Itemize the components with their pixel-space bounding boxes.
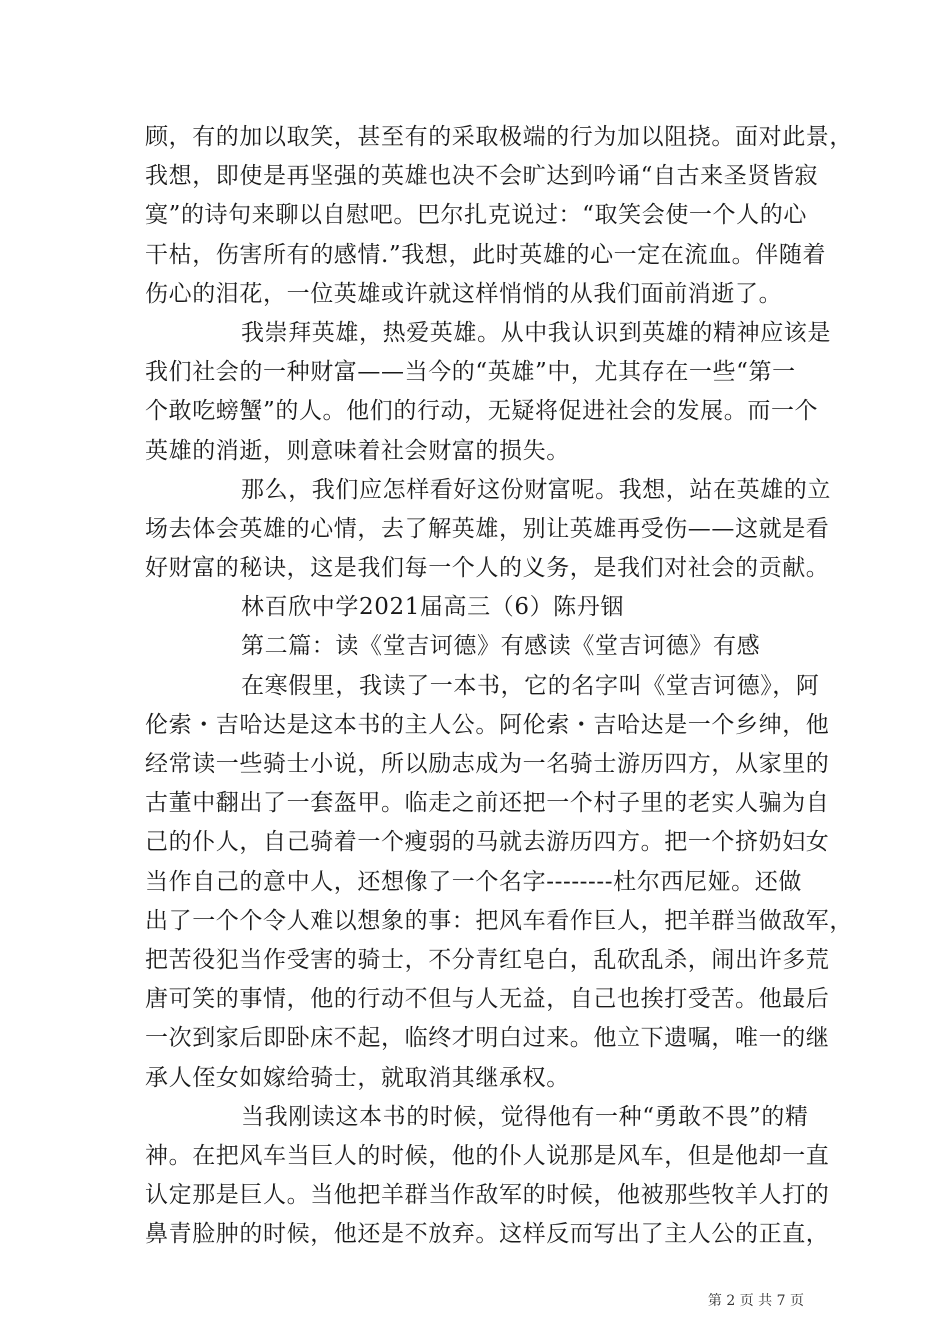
- text-line: 我想，即使是再坚强的英雄也决不会旷达到吟诵“自古来圣贤皆寂: [145, 163, 819, 190]
- text-line: 在寒假里，我读了一本书，它的名字叫《堂吉诃德》，阿: [241, 672, 820, 699]
- page-number-footer: 第 2 页 共 7 页: [707, 1293, 804, 1309]
- text-line: 干枯，伤害所有的感情.”我想，此时英雄的心一定在流血。伴随着: [145, 241, 827, 268]
- text-line: 顾，有的加以取笑，甚至有的采取极端的行为加以阻挠。面对此景，: [145, 124, 853, 150]
- text-line: 出了一个个令人难以想象的事：把风车看作巨人，把羊群当做敌军，: [145, 907, 853, 934]
- text-line: 己的仆人，自己骑着一个瘦弱的马就去游历四方。把一个挤奶妇女: [145, 829, 830, 856]
- text-line: 伦索・吉哈达是这本书的主人公。阿伦索・吉哈达是一个乡绅，他: [145, 711, 830, 738]
- text-line: 好财富的秘诀，这是我们每一个人的义务，是我们对社会的贡献。: [145, 555, 830, 582]
- text-line: 唐可笑的事情，他的行动不但与人无益，自己也挨打受苦。他最后: [145, 986, 830, 1013]
- text-line: 把苦役犯当作受害的骑士，不分青红皂白，乱砍乱杀，闹出许多荒: [145, 946, 830, 973]
- text-line: 那么，我们应怎样看好这份财富呢。我想，站在英雄的立: [241, 476, 831, 503]
- text-line: 个敢吃螃蟹”的人。他们的行动，无疑将促进社会的发展。而一个: [145, 398, 819, 425]
- text-line: 承人侄女如嫁给骑士，就取消其继承权。: [145, 1064, 570, 1091]
- document-body: [145, 118, 853, 1254]
- text-line: 当作自己的意中人，还想像了一个名字--------杜尔西尼娅。还做: [145, 868, 802, 895]
- text-line: 寞”的诗句来聊以自慰吧。巴尔扎克说过：“取笑会使一个人的心: [145, 202, 807, 229]
- text-line: 伤心的泪花，一位英雄或许就这样悄悄的从我们面前消逝了。: [145, 280, 783, 307]
- text-line: 一次到家后即卧床不起，临终才明白过来。他立下遗嘱，唯一的继: [145, 1025, 830, 1052]
- text-line: 我崇拜英雄，热爱英雄。从中我认识到英雄的精神应该是: [241, 319, 831, 346]
- text-line: 古董中翻出了一套盔甲。临走之前还把一个村子里的老实人骗为自: [145, 790, 830, 817]
- text-line: 场去体会英雄的心情，去了解英雄，别让英雄再受伤——这就是看: [145, 515, 830, 542]
- text-line: 我们社会的一种财富——当今的“英雄”中，尤其存在一些“第一: [145, 359, 796, 386]
- text-line: 鼻青脸肿的时候，他还是不放弃。这样反而写出了主人公的正直，: [145, 1221, 830, 1248]
- text-line: 经常读一些骑士小说，所以励志成为一名骑士游历四方，从家里的: [145, 751, 830, 777]
- text-line: 当我刚读这本书的时候，觉得他有一种“勇敢不畏”的精: [241, 1103, 809, 1130]
- author-signature: 林百欣中学2021届高三（6）陈丹铟: [241, 594, 624, 621]
- text-line: 英雄的消逝，则意味着社会财富的损失。: [145, 437, 570, 464]
- text-line: 神。在把风车当巨人的时候，他的仆人说那是风车，但是他却一直: [145, 1142, 830, 1169]
- text-line: 认定那是巨人。当他把羊群当作敌军的时候，他被那些牧羊人打的: [145, 1182, 830, 1209]
- section-title: 第二篇：读《堂吉诃德》有感读《堂吉诃德》有感: [241, 633, 761, 660]
